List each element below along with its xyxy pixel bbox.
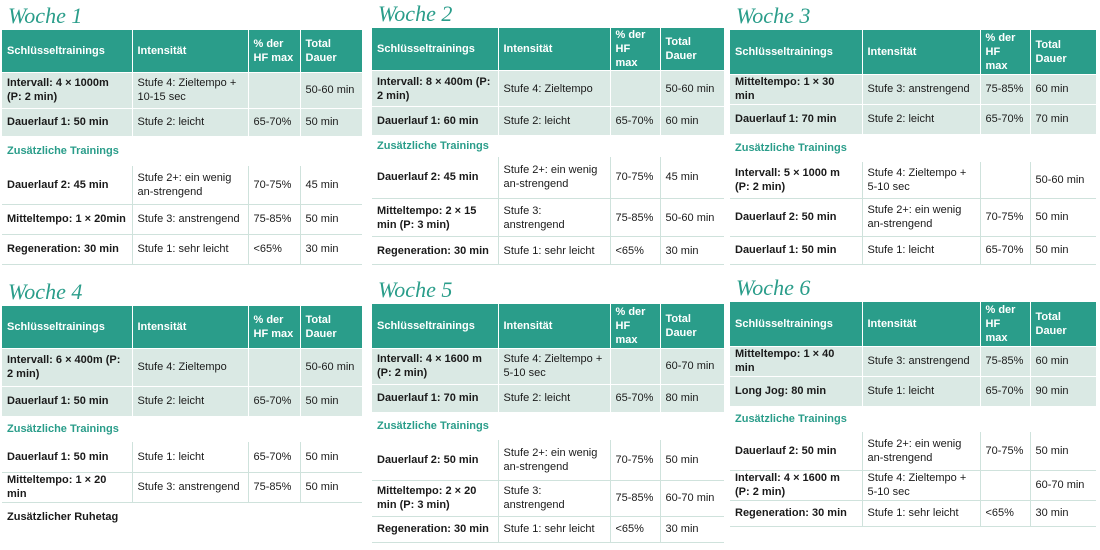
week-panel: [2, 2, 362, 265]
training-intensity: Stufe 2+: ein wenig an-strengend: [862, 432, 980, 470]
training-name: Mitteltempo: 1 × 20 min: [2, 472, 132, 502]
training-hf-max: 65-70%: [610, 107, 660, 135]
training-table: [730, 30, 1096, 265]
header-intensity: Intensität: [862, 302, 980, 346]
table-row: [372, 107, 724, 135]
training-hf-max: 75-85%: [980, 346, 1030, 376]
training-duration: 50 min: [660, 440, 724, 480]
header-training: Schlüsseltrainings: [2, 306, 132, 348]
table-row: [2, 108, 362, 136]
rest-day-row: [2, 502, 362, 532]
training-hf-max: 75-85%: [248, 472, 300, 502]
training-name: Intervall: 4 × 1600 m (P: 2 min): [372, 348, 498, 384]
header-total-duration: Total Dauer: [660, 304, 724, 348]
header-intensity: Intensität: [132, 306, 248, 348]
table-row: [372, 516, 724, 542]
training-duration: 50 min: [1030, 236, 1096, 264]
table-row: [730, 236, 1096, 264]
training-duration: 50 min: [300, 108, 362, 136]
week-title: Woche 2: [378, 1, 453, 26]
training-hf-max: [980, 162, 1030, 198]
training-intensity: Stufe 2: leicht: [132, 108, 248, 136]
training-hf-max: [980, 470, 1030, 500]
training-hf-max: 70-75%: [980, 432, 1030, 470]
week-title: Woche 4: [8, 279, 83, 304]
table-row: [2, 348, 362, 386]
training-duration: 50 min: [300, 386, 362, 416]
header-hf-max: % der HF max: [980, 30, 1030, 74]
training-hf-max: 75-85%: [610, 480, 660, 516]
week-panel: [2, 278, 362, 532]
training-hf-max: [610, 71, 660, 107]
training-intensity: Stufe 4: Zieltempo + 5-10 sec: [862, 162, 980, 198]
table-row: [372, 157, 724, 199]
training-duration: 45 min: [300, 166, 362, 204]
training-name: Regeneration: 30 min: [2, 234, 132, 264]
training-duration: 60-70 min: [660, 480, 724, 516]
section-label: Zusätzliche Trainings: [372, 412, 724, 440]
table-row: [372, 71, 724, 107]
training-intensity: Stufe 1: sehr leicht: [498, 516, 610, 542]
section-label: Zusätzliche Trainings: [372, 135, 724, 157]
training-duration: 60-70 min: [1030, 470, 1096, 500]
training-intensity: Stufe 3: anstrengend: [862, 74, 980, 104]
training-hf-max: [248, 348, 300, 386]
key-trainings: [2, 348, 362, 416]
training-hf-max: 65-70%: [610, 384, 660, 412]
header-training: Schlüsseltrainings: [372, 304, 498, 348]
header-training: Schlüsseltrainings: [372, 28, 498, 71]
training-name: Dauerlauf 2: 50 min: [730, 198, 862, 236]
header-intensity: Intensität: [498, 304, 610, 348]
table-row: [372, 199, 724, 237]
table-row: [372, 440, 724, 480]
week-panel: [372, 276, 724, 543]
training-intensity: Stufe 4: Zieltempo + 5-10 sec: [862, 470, 980, 500]
table-header: [730, 302, 1096, 346]
training-intensity: Stufe 2+: ein wenig an-strengend: [862, 198, 980, 236]
training-name: Dauerlauf 1: 60 min: [372, 107, 498, 135]
week-title: Woche 1: [8, 3, 83, 28]
header-total-duration: Total Dauer: [1030, 30, 1096, 74]
training-hf-max: 65-70%: [248, 108, 300, 136]
week-panel: [730, 2, 1096, 265]
training-intensity: Stufe 3: anstrengend: [132, 204, 248, 234]
training-name: Dauerlauf 1: 50 min: [2, 442, 132, 472]
section-row: [2, 136, 362, 166]
section-row: [372, 135, 724, 157]
table-header: [372, 28, 724, 71]
table-row: [730, 470, 1096, 500]
header-training: Schlüsseltrainings: [2, 30, 132, 72]
table-header: [730, 30, 1096, 74]
table-row: [730, 500, 1096, 526]
table-row: [372, 237, 724, 265]
training-duration: 50-60 min: [660, 199, 724, 237]
training-name: Long Jog: 80 min: [730, 376, 862, 406]
header-hf-max: % der HF max: [248, 306, 300, 348]
table-row: [2, 72, 362, 108]
table-row: [730, 376, 1096, 406]
training-hf-max: <65%: [610, 516, 660, 542]
training-hf-max: <65%: [980, 500, 1030, 526]
training-intensity: Stufe 4: Zieltempo + 10-15 sec: [132, 72, 248, 108]
week-panel: [730, 274, 1096, 527]
additional-trainings: [372, 135, 724, 265]
section-label: Zusätzliche Trainings: [2, 416, 362, 442]
training-name: Intervall: 4 × 1600 m (P: 2 min): [730, 470, 862, 500]
training-duration: 60 min: [1030, 74, 1096, 104]
training-duration: 50 min: [1030, 432, 1096, 470]
header-total-duration: Total Dauer: [300, 306, 362, 348]
training-hf-max: 75-85%: [980, 74, 1030, 104]
training-name: Intervall: 8 × 400m (P: 2 min): [372, 71, 498, 107]
training-duration: 60-70 min: [660, 348, 724, 384]
training-name: Regeneration: 30 min: [372, 516, 498, 542]
training-duration: 50 min: [1030, 198, 1096, 236]
table-row: [372, 348, 724, 384]
training-name: Mitteltempo: 1 × 20min: [2, 204, 132, 234]
training-name: Regeneration: 30 min: [730, 500, 862, 526]
training-intensity: Stufe 2+: ein wenig an-strengend: [498, 157, 610, 199]
training-duration: 30 min: [300, 234, 362, 264]
training-intensity: Stufe 4: Zieltempo: [498, 71, 610, 107]
training-hf-max: 70-75%: [610, 157, 660, 199]
training-name: Dauerlauf 1: 70 min: [372, 384, 498, 412]
training-duration: 50 min: [300, 204, 362, 234]
training-table: [372, 28, 724, 265]
week-title: Woche 5: [378, 277, 453, 302]
header-hf-max: % der HF max: [980, 302, 1030, 346]
additional-trainings: [372, 412, 724, 542]
training-duration: 50 min: [300, 472, 362, 502]
header-intensity: Intensität: [498, 28, 610, 71]
training-intensity: Stufe 2: leicht: [862, 104, 980, 134]
training-name: Dauerlauf 2: 45 min: [2, 166, 132, 204]
key-trainings: [372, 348, 724, 412]
table-row: [730, 346, 1096, 376]
training-table: [2, 30, 362, 265]
training-name: Mitteltempo: 2 × 15 min (P: 3 min): [372, 199, 498, 237]
training-intensity: Stufe 2+: ein wenig an-strengend: [132, 166, 248, 204]
training-table: [372, 304, 724, 543]
training-intensity: Stufe 4: Zieltempo: [132, 348, 248, 386]
table-row: [730, 74, 1096, 104]
additional-trainings: [730, 406, 1096, 526]
training-name: Dauerlauf 1: 50 min: [2, 386, 132, 416]
training-name: Dauerlauf 1: 70 min: [730, 104, 862, 134]
table-row: [2, 472, 362, 502]
header-hf-max: % der HF max: [248, 30, 300, 72]
training-hf-max: 75-85%: [248, 204, 300, 234]
header-intensity: Intensität: [132, 30, 248, 72]
training-hf-max: 65-70%: [980, 104, 1030, 134]
training-name: Intervall: 5 × 1000 m (P: 2 min): [730, 162, 862, 198]
table-header: [372, 304, 724, 348]
training-duration: 50-60 min: [300, 72, 362, 108]
training-hf-max: 65-70%: [980, 376, 1030, 406]
training-name: Mitteltempo: 2 × 20 min (P: 3 min): [372, 480, 498, 516]
training-name: Dauerlauf 1: 50 min: [730, 236, 862, 264]
section-row: [372, 412, 724, 440]
training-name: Mitteltempo: 1 × 30 min: [730, 74, 862, 104]
key-trainings: [730, 74, 1096, 134]
training-hf-max: <65%: [610, 237, 660, 265]
week-title: Woche 6: [736, 275, 811, 300]
training-hf-max: 75-85%: [610, 199, 660, 237]
training-name: Intervall: 6 × 400m (P: 2 min): [2, 348, 132, 386]
section-label: Zusätzliche Trainings: [2, 136, 362, 166]
section-row: [730, 134, 1096, 162]
table-row: [2, 166, 362, 204]
training-intensity: Stufe 3: anstrengend: [862, 346, 980, 376]
training-duration: 60 min: [660, 107, 724, 135]
training-intensity: Stufe 1: sehr leicht: [862, 500, 980, 526]
additional-trainings: [2, 136, 362, 264]
training-duration: 45 min: [660, 157, 724, 199]
header-hf-max: % der HF max: [610, 28, 660, 71]
training-intensity: Stufe 1: leicht: [132, 442, 248, 472]
training-hf-max: 70-75%: [980, 198, 1030, 236]
training-name: Regeneration: 30 min: [372, 237, 498, 265]
table-row: [2, 234, 362, 264]
section-row: [730, 406, 1096, 432]
header-intensity: Intensität: [862, 30, 980, 74]
training-intensity: Stufe 2: leicht: [498, 384, 610, 412]
table-row: [2, 204, 362, 234]
training-intensity: Stufe 3: anstrengend: [132, 472, 248, 502]
training-duration: 30 min: [1030, 500, 1096, 526]
section-label: Zusätzliche Trainings: [730, 134, 1096, 162]
training-intensity: Stufe 2: leicht: [132, 386, 248, 416]
training-duration: 30 min: [660, 516, 724, 542]
header-total-duration: Total Dauer: [1030, 302, 1096, 346]
training-duration: 60 min: [1030, 346, 1096, 376]
section-row: [2, 416, 362, 442]
training-duration: 70 min: [1030, 104, 1096, 134]
header-training: Schlüsseltrainings: [730, 30, 862, 74]
training-intensity: Stufe 4: Zieltempo + 5-10 sec: [498, 348, 610, 384]
training-intensity: Stufe 1: sehr leicht: [498, 237, 610, 265]
training-intensity: Stufe 3: anstrengend: [498, 480, 610, 516]
table-row: [2, 386, 362, 416]
training-duration: 50 min: [300, 442, 362, 472]
additional-trainings: [730, 134, 1096, 264]
week-panel: [372, 0, 724, 265]
training-intensity: Stufe 2: leicht: [498, 107, 610, 135]
table-row: [730, 104, 1096, 134]
table-header: [2, 30, 362, 72]
training-duration: 50-60 min: [660, 71, 724, 107]
table-row: [2, 442, 362, 472]
table-row: [372, 480, 724, 516]
training-name: Dauerlauf 1: 50 min: [2, 108, 132, 136]
training-intensity: Stufe 1: leicht: [862, 376, 980, 406]
header-total-duration: Total Dauer: [660, 28, 724, 71]
additional-trainings: [2, 416, 362, 532]
training-table: [730, 302, 1096, 527]
training-hf-max: 65-70%: [248, 442, 300, 472]
training-duration: 50-60 min: [300, 348, 362, 386]
training-hf-max: 70-75%: [248, 166, 300, 204]
training-duration: 50-60 min: [1030, 162, 1096, 198]
training-name: Mitteltempo: 1 × 40 min: [730, 346, 862, 376]
training-duration: 80 min: [660, 384, 724, 412]
training-hf-max: [610, 348, 660, 384]
training-intensity: Stufe 1: sehr leicht: [132, 234, 248, 264]
table-header: [2, 306, 362, 348]
key-trainings: [372, 71, 724, 135]
key-trainings: [730, 346, 1096, 406]
training-intensity: Stufe 2+: ein wenig an-strengend: [498, 440, 610, 480]
training-table: [2, 306, 362, 532]
training-name: Dauerlauf 2: 50 min: [730, 432, 862, 470]
training-duration: 30 min: [660, 237, 724, 265]
training-name: Dauerlauf 2: 50 min: [372, 440, 498, 480]
training-name: Intervall: 4 × 1000m (P: 2 min): [2, 72, 132, 108]
training-hf-max: 65-70%: [980, 236, 1030, 264]
rest-day-label: Zusätzlicher Ruhetag: [2, 502, 362, 532]
section-label: Zusätzliche Trainings: [730, 406, 1096, 432]
training-hf-max: 70-75%: [610, 440, 660, 480]
week-title: Woche 3: [736, 3, 811, 28]
table-row: [372, 384, 724, 412]
header-total-duration: Total Dauer: [300, 30, 362, 72]
training-name: Dauerlauf 2: 45 min: [372, 157, 498, 199]
training-hf-max: 65-70%: [248, 386, 300, 416]
training-hf-max: <65%: [248, 234, 300, 264]
training-intensity: Stufe 1: leicht: [862, 236, 980, 264]
table-row: [730, 162, 1096, 198]
header-hf-max: % der HF max: [610, 304, 660, 348]
table-row: [730, 432, 1096, 470]
key-trainings: [2, 72, 362, 136]
training-intensity: Stufe 3: anstrengend: [498, 199, 610, 237]
training-duration: 90 min: [1030, 376, 1096, 406]
header-training: Schlüsseltrainings: [730, 302, 862, 346]
training-hf-max: [248, 72, 300, 108]
table-row: [730, 198, 1096, 236]
